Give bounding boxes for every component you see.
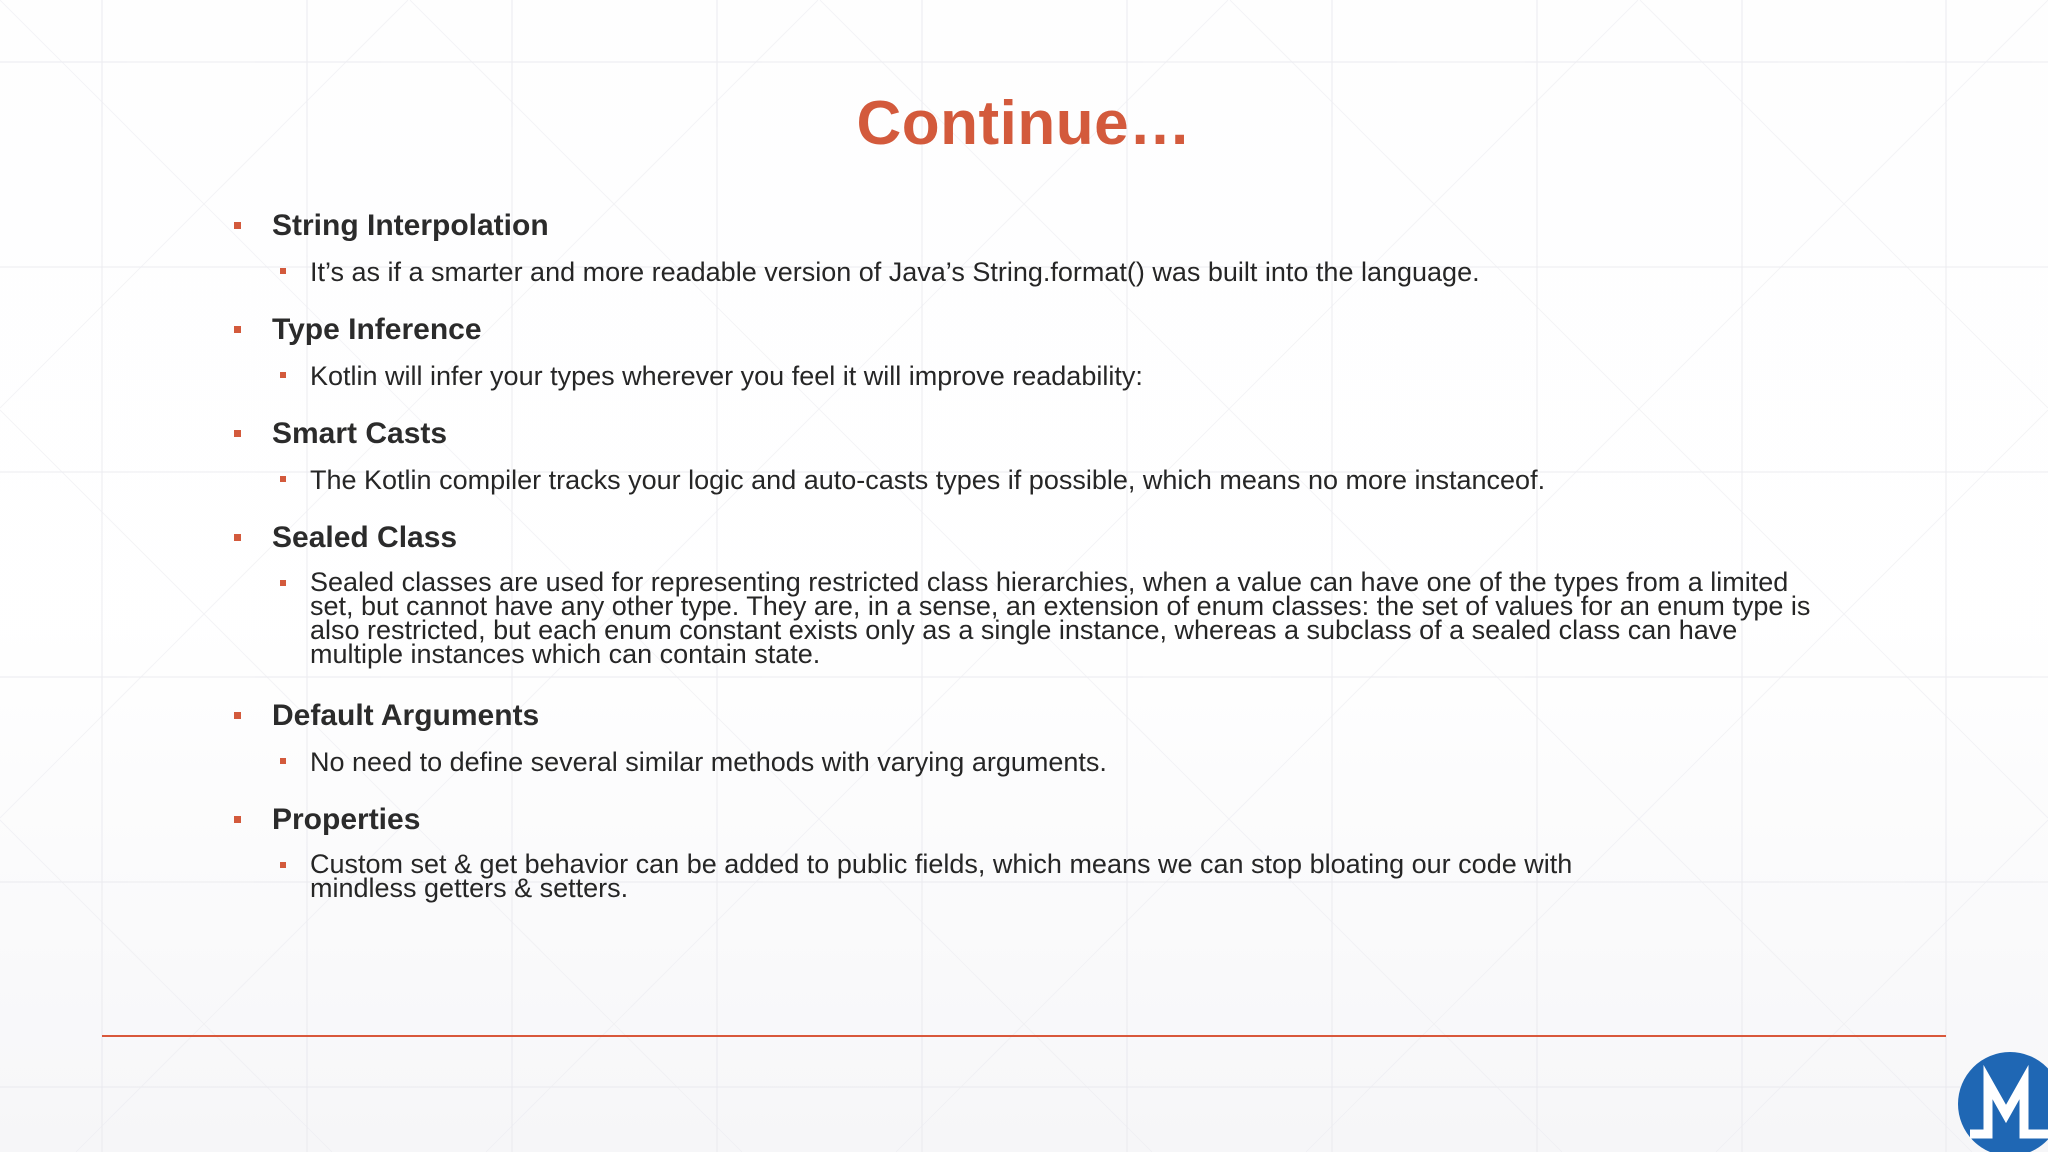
list-item [232,518,1811,669]
square-bullet-icon [234,222,241,229]
heading-text: String Interpolation [272,209,549,242]
list-item [232,206,1792,288]
detail-text: The Kotlin compiler tracks your logic and auto-casts types if possible, which means no more instanceof. [310,465,1546,495]
bullet-heading [232,800,1792,840]
slide-title: Continue… [856,89,1192,158]
square-bullet-icon [234,326,241,333]
bullet-detail [232,360,1792,392]
footer-divider [102,1035,1946,1037]
detail-text: Sealed classes are used for representing restricted class hierarchies, when a value can have one of the types from a limited set, but cannot have any other type. They are, in a sense, an extension of enum classes: the set of values for an enum type is also restricted, but each enum constant exists only as a single instance, whereas a subclass of a sealed class can have multiple instances which can contain state. [310,567,1811,669]
heading-text: Smart Casts [272,417,448,450]
bullet-detail [232,849,1630,903]
bullet-detail [232,256,1792,288]
detail-text: Custom set & get behavior can be added to public fields, which means we can stop bloating our code with mindless getters & setters. [310,849,1573,903]
list-item [232,696,1792,778]
square-bullet-icon [280,580,286,586]
bullet-heading [232,696,1792,736]
square-bullet-icon [280,862,286,868]
square-bullet-icon [234,816,241,823]
bullet-heading [232,310,1792,350]
bullet-heading [232,518,1792,558]
bullet-heading [232,414,1792,454]
square-bullet-icon [280,476,286,482]
heading-text: Default Arguments [272,699,540,732]
list-item [232,310,1792,392]
square-bullet-icon [234,430,241,437]
bullet-list [232,206,1811,922]
square-bullet-icon [234,534,241,541]
m-logo-icon [1948,1042,2048,1152]
bullet-detail [232,567,1830,669]
detail-text: Kotlin will infer your types wherever you feel it will improve readability: [310,361,1143,391]
heading-text: Sealed Class [272,521,458,554]
list-item [232,414,1792,496]
bullet-heading [232,206,1792,246]
bullet-detail [232,746,1792,778]
heading-text: Type Inference [272,313,482,346]
list-item [232,800,1792,903]
square-bullet-icon [280,758,286,764]
square-bullet-icon [280,268,286,274]
square-bullet-icon [280,372,286,378]
detail-text: No need to define several similar methods with varying arguments. [310,747,1107,777]
bullet-detail [232,464,1792,496]
square-bullet-icon [234,712,241,719]
detail-text: It’s as if a smarter and more readable version of Java’s String.format() was built into the language. [310,257,1480,287]
heading-text: Properties [272,803,421,836]
